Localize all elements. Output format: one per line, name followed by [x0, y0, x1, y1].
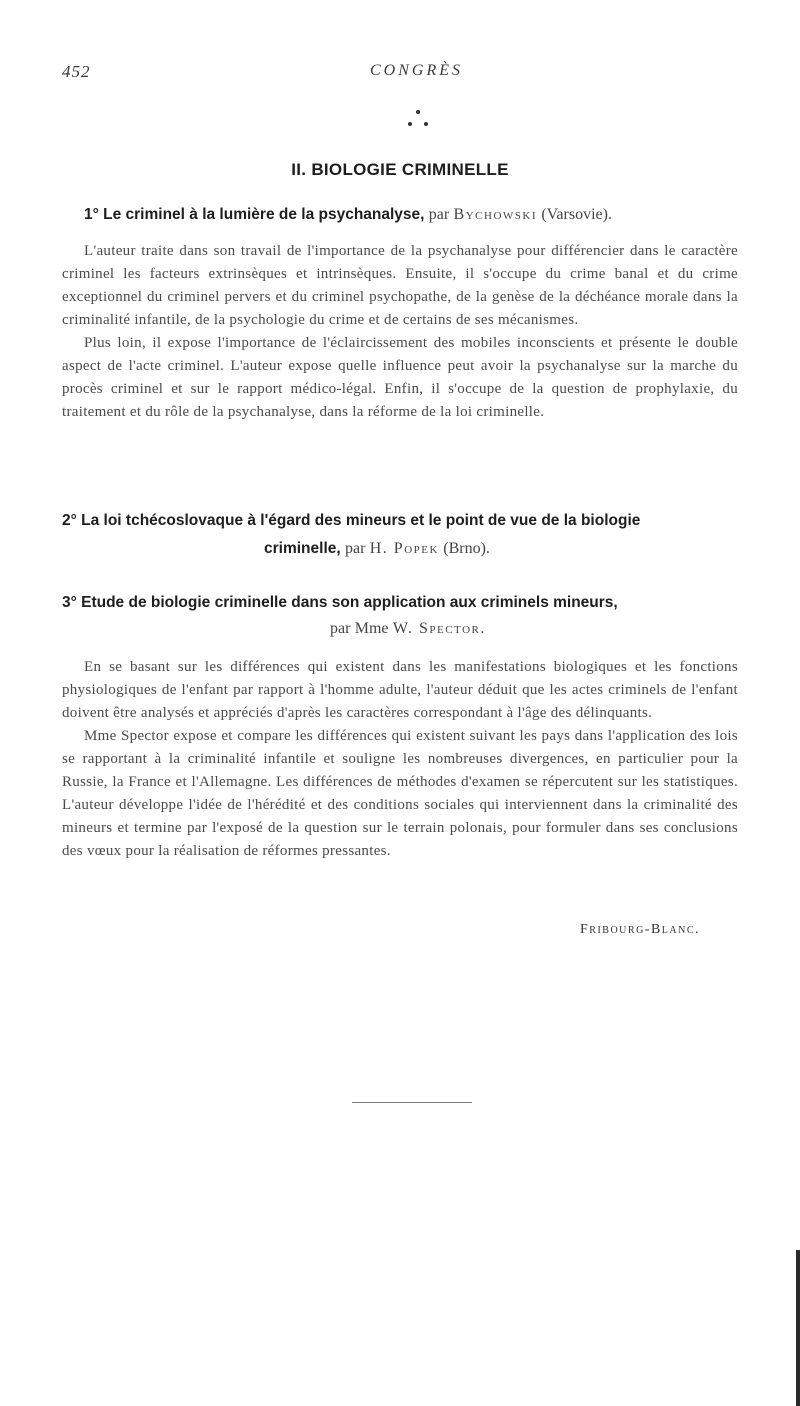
item1-paragraph-2: Plus loin, il expose l'importance de l'éclaircissement des mobiles inconscients et présente le double aspect de l'acte criminel. L'auteur expose quelle influence peut avoir la psychanalyse sur la marche du procès criminel et sur le rapport médico-légal. Enfin, il s'occupe de la question de prophylaxie, du traitement et du rôle de la psychanalyse, dans la réforme de la loi criminelle.	[62, 335, 738, 420]
item3-heading-line2	[330, 620, 486, 638]
end-rule	[352, 1102, 472, 1103]
item2-by: par	[345, 540, 366, 557]
item2-heading-line1: 2° La loi tchécoslovaque à l'égard des mineurs et le point de vue de la biologie	[62, 512, 641, 529]
item2-heading-text: criminelle,	[264, 540, 341, 557]
item3-heading-line1: 3° Etude de biologie criminelle dans son application aux criminels mineurs,	[62, 594, 618, 611]
item3-paragraph-1: En se basant sur les différences qui existent dans les manifestations biologiques et les fonctions physiologiques de l'enfant par rapport à l'homme adulte, l'auteur déduit que les actes criminels de l'enfant doivent être analysés et appréciés d'après les caractères correspondant à l'âge des délinquants.	[62, 659, 738, 721]
item1-body	[62, 240, 738, 424]
item3-author-title: Mme	[354, 620, 389, 637]
item2-author: H. Popek	[369, 540, 439, 557]
item2-heading-line2	[264, 540, 490, 558]
item3-author: W. Spector.	[392, 620, 486, 637]
item3-paragraph-2: Mme Spector expose et compare les différences qui existent suivant les pays dans l'application des lois se rapportant à la criminalité infantile et souligne les nombreuses divergences, en particulier pour la Russie, la France et l'Allemagne. Les différences de méthodes d'examen se répercutent sur les statistiques. L'auteur développe l'idée de l'hérédité et des conditions sociales qui interviennent dans la criminalité des mineurs et termine par l'exposé de la question sur le terrain polonais, pour formuler dans ses conclusions des vœux pour la réalisation de réformes pressantes.	[62, 728, 738, 859]
page-number: 452	[62, 62, 91, 81]
item1-heading-text: 1° Le criminel à la lumière de la psychanalyse,	[84, 206, 425, 223]
section-title: II. BIOLOGIE CRIMINELLE	[291, 160, 509, 179]
signature: Fribourg-Blanc.	[580, 922, 701, 937]
item3-by: par	[330, 620, 351, 637]
running-title: CONGRÈS	[370, 62, 463, 79]
page-edge	[796, 1250, 800, 1406]
item2-place: (Brno).	[443, 540, 490, 557]
item3-body	[62, 656, 738, 863]
item1-paragraph-1: L'auteur traite dans son travail de l'importance de la psychanalyse pour différencier dans le caractère criminel les facteurs extrinsèques et intrinsèques. Ensuite, il s'occupe du crime banal et du crime exceptionnel du criminel pervers et du criminel psychopathe, de la genèse de la déchéance morale dans la criminalité infantile, de la psychologie du crime et de certains de ses mécanismes.	[62, 243, 738, 328]
item1-heading	[84, 206, 612, 224]
item1-author: Bychowski	[453, 206, 537, 223]
item1-by: par	[428, 206, 450, 223]
item1-place: (Varsovie).	[541, 206, 612, 223]
ornament-dots	[404, 108, 434, 132]
